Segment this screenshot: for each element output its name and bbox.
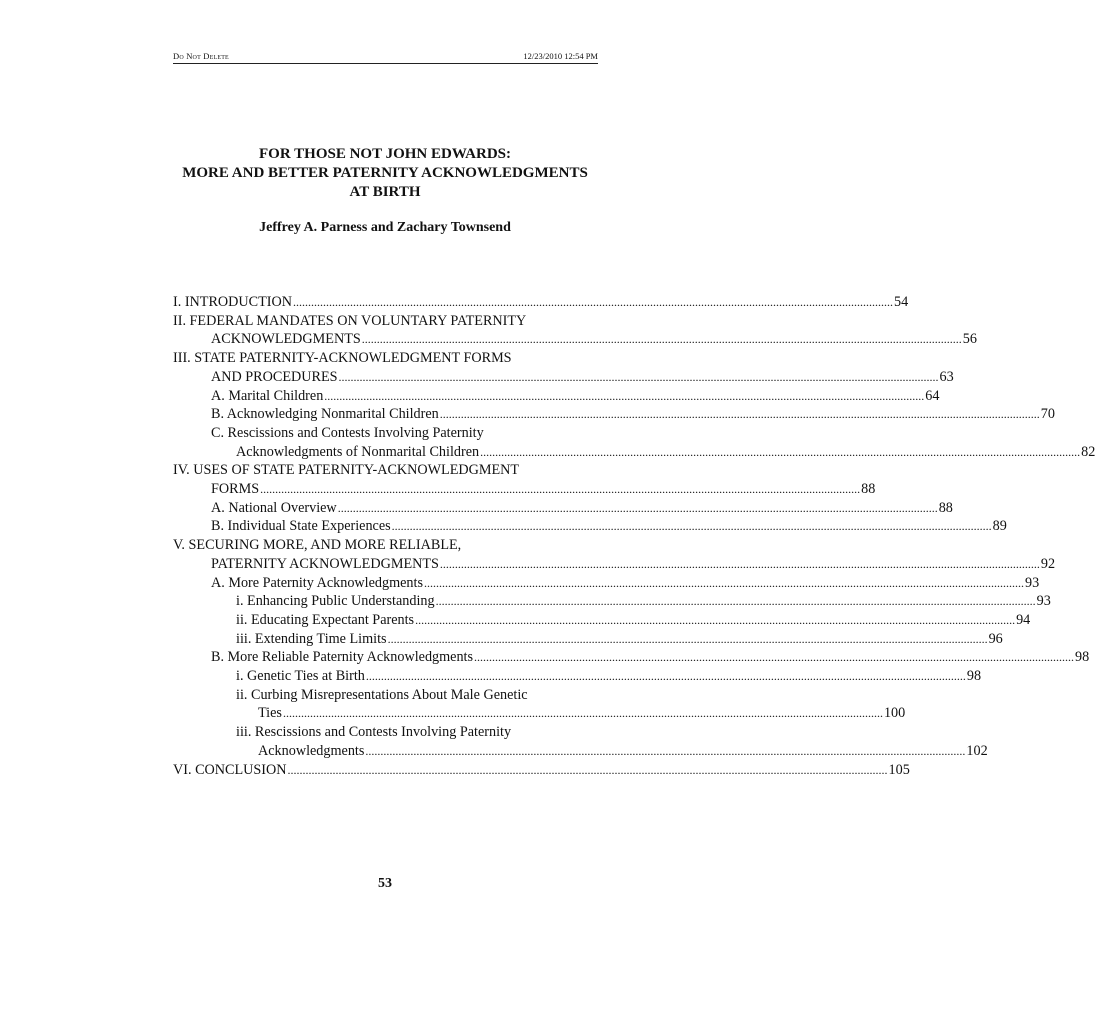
toc-leader-dots: ........................................................................................................................................................................................................ <box>260 482 861 497</box>
toc-entry-title: iii. Rescissions and Contests Involving Paternity <box>236 724 512 741</box>
toc-entry-title: B. Individual State Experiences <box>211 518 391 535</box>
toc-leader-dots: ........................................................................................................................................................................................................ <box>391 519 992 534</box>
title-line: MORE AND BETTER PATERNITY ACKNOWLEDGMENTS <box>182 165 588 181</box>
toc-entry-title: A. Marital Children <box>211 387 324 404</box>
toc-entry-title: C. Rescissions and Contests Involving Paternity <box>211 424 484 441</box>
toc-leader-dots: ........................................................................................................................................................................................................ <box>361 332 962 347</box>
toc-leader-dots: ........................................................................................................................................................................................................ <box>435 594 1036 609</box>
toc-entry-title: Ties <box>258 705 282 722</box>
article-title <box>160 145 610 202</box>
toc-entry-title: I. INTRODUCTION <box>173 294 293 310</box>
toc-page-number: 92 <box>1040 555 1056 572</box>
toc-entry-title: Acknowledgments <box>258 742 365 759</box>
toc-leader-dots: ........................................................................................................................................................................................................ <box>337 500 938 515</box>
toc-entry-title: ii. Curbing Misrepresentations About Male Genetic <box>236 686 528 703</box>
article-authors: Jeffrey A. Parness and Zachary Townsend <box>259 220 511 235</box>
toc-page-number: 93 <box>1025 574 1040 591</box>
toc-page-number: 102 <box>966 742 988 759</box>
toc-page-number: 105 <box>888 761 910 778</box>
toc-entry-title: Acknowledgments of Nonmarital Children <box>236 443 480 460</box>
toc-page-number: 70 <box>1040 406 1055 423</box>
toc-entry-title: III. STATE PATERNITY-ACKNOWLEDGMENT FORMS <box>173 350 512 367</box>
toc-entry <box>173 648 1090 667</box>
header-timestamp: 12/23/2010 12:54 PM <box>523 51 598 61</box>
toc-entry <box>173 387 940 406</box>
toc-entry <box>173 517 1007 536</box>
toc-entry <box>173 686 906 723</box>
toc-entry-title: FORMS <box>211 481 260 498</box>
toc-page-number: 93 <box>1036 593 1051 610</box>
toc-entry-title: PATERNITY ACKNOWLEDGMENTS <box>211 555 439 572</box>
toc-page-number: 63 <box>939 368 954 385</box>
toc-entry <box>173 611 1031 630</box>
toc-leader-dots: ........................................................................................................................................................................................................ <box>293 295 894 309</box>
toc-page-number: 64 <box>925 387 940 404</box>
toc-entry <box>173 592 1051 611</box>
toc-entry <box>173 723 988 760</box>
toc-entry <box>173 312 977 349</box>
toc-leader-dots: ........................................................................................................................................................................................................ <box>365 669 966 684</box>
toc-leader-dots: ........................................................................................................................................................................................................ <box>439 556 1040 571</box>
table-of-contents <box>173 293 1095 779</box>
toc-entry-title: IV. USES OF STATE PATERNITY-ACKNOWLEDGMENT <box>173 462 520 479</box>
toc-leader-dots: ........................................................................................................................................................................................................ <box>387 631 988 646</box>
toc-entry <box>173 349 954 386</box>
toc-leader-dots: ........................................................................................................................................................................................................ <box>424 575 1024 590</box>
toc-entry-title: A. National Overview <box>211 499 337 516</box>
running-header <box>173 51 598 64</box>
toc-page-number: 100 <box>883 705 906 722</box>
toc-entry-title: i. Genetic Ties at Birth <box>236 668 365 685</box>
toc-leader-dots: ........................................................................................................................................................................................................ <box>415 612 1016 627</box>
toc-entry <box>173 667 982 686</box>
toc-entry-title: iii. Extending Time Limits <box>236 630 387 647</box>
toc-page-number: 98 <box>966 668 982 685</box>
toc-entry <box>173 293 909 312</box>
toc-entry-title: i. Enhancing Public Understanding <box>236 593 435 610</box>
toc-entry <box>173 574 1040 593</box>
toc-entry <box>173 536 1056 573</box>
toc-leader-dots: ........................................................................................................................................................................................................ <box>324 388 925 403</box>
toc-entry <box>173 761 910 780</box>
toc-leader-dots: ........................................................................................................................................................................................................ <box>439 407 1040 422</box>
toc-entry <box>173 630 1003 649</box>
toc-page-number: 94 <box>1016 611 1031 628</box>
title-line: FOR THOSE NOT JOHN EDWARDS: <box>259 146 511 162</box>
toc-page-number: 54 <box>894 294 909 310</box>
toc-entry <box>173 461 876 498</box>
toc-entry-title: ACKNOWLEDGMENTS <box>211 331 361 348</box>
toc-page-number: 98 <box>1075 649 1090 666</box>
toc-entry-title: B. Acknowledging Nonmarital Children <box>211 406 439 423</box>
page-number: 53 <box>378 876 392 891</box>
toc-entry <box>173 405 1055 424</box>
toc-page-number: 56 <box>962 331 977 348</box>
title-line: AT BIRTH <box>349 184 421 200</box>
toc-page-number: 88 <box>861 481 876 498</box>
toc-entry-title: A. More Paternity Acknowledgments <box>211 574 423 591</box>
toc-page-number: 82 <box>1081 443 1095 460</box>
toc-leader-dots: ........................................................................................................................................................................................................ <box>287 762 888 777</box>
toc-page-number: 96 <box>988 630 1003 647</box>
toc-leader-dots: ........................................................................................................................................................................................................ <box>365 743 966 758</box>
toc-entry-title: VI. CONCLUSION <box>173 761 287 778</box>
toc-leader-dots: ........................................................................................................................................................................................................ <box>474 650 1075 665</box>
header-status: Do Not Delete <box>173 51 229 61</box>
toc-page-number: 88 <box>938 499 953 516</box>
toc-entry <box>173 424 1095 461</box>
toc-entry-title: II. FEDERAL MANDATES ON VOLUNTARY PATERNITY <box>173 312 527 329</box>
toc-leader-dots: ........................................................................................................................................................................................................ <box>338 369 939 384</box>
toc-entry <box>173 499 953 518</box>
toc-entry-title: ii. Educating Expectant Parents <box>236 611 415 628</box>
toc-entry-title: AND PROCEDURES <box>211 368 338 385</box>
toc-leader-dots: ........................................................................................................................................................................................................ <box>480 444 1081 459</box>
toc-page-number: 89 <box>992 518 1007 535</box>
toc-leader-dots: ........................................................................................................................................................................................................ <box>282 706 883 721</box>
toc-entry-title: B. More Reliable Paternity Acknowledgments <box>211 649 474 666</box>
toc-entry-title: V. SECURING MORE, AND MORE RELIABLE, <box>173 537 462 554</box>
